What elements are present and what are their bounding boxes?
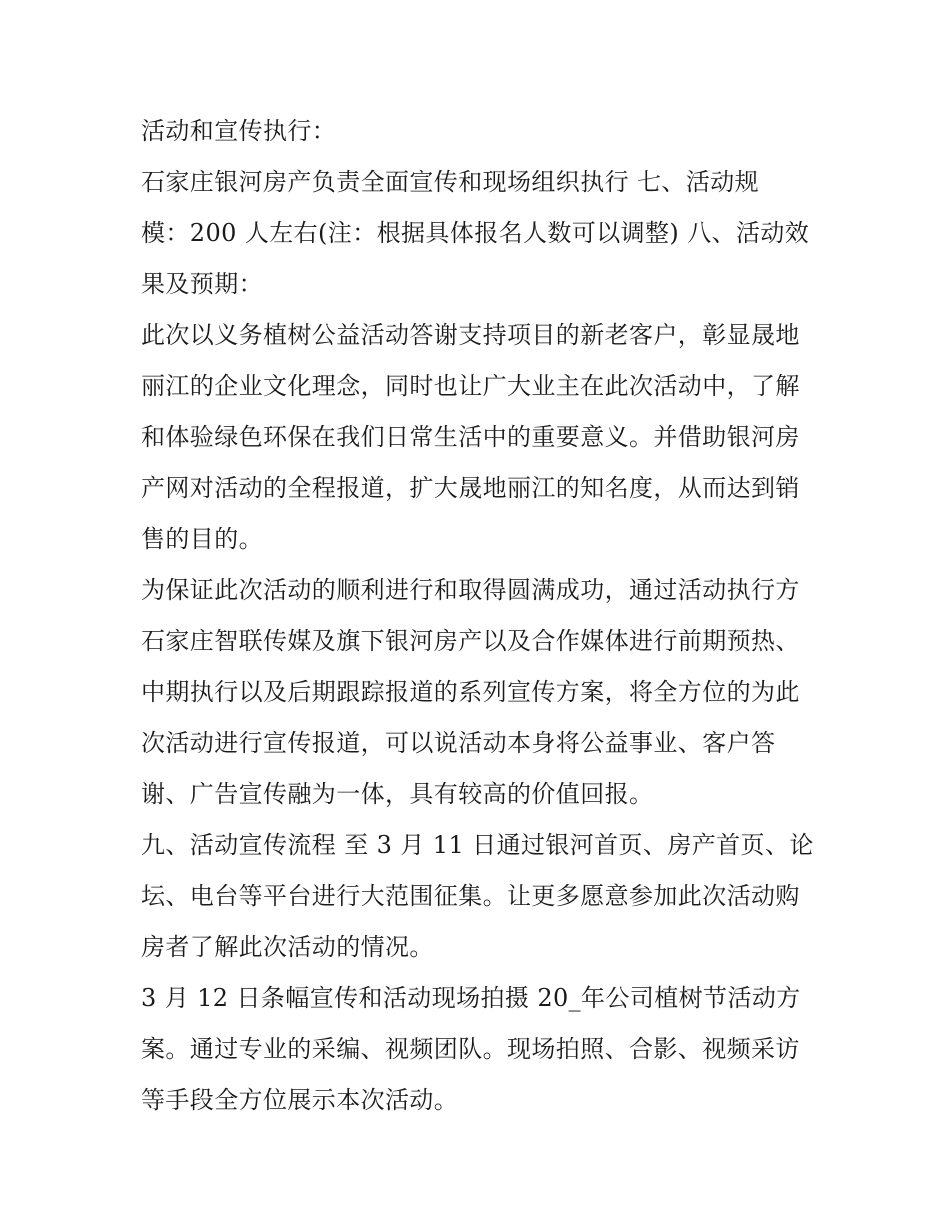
text-line: 模：200 人左右(注：根据具体报名人数可以调整) 八、活动效 (141, 219, 810, 247)
text-line: 石家庄智联传媒及旗下银河房产以及合作媒体进行前期预热、 (141, 627, 800, 655)
text-line: 次活动进行宣传报道，可以说活动本身将公益事业、客户答 (141, 729, 776, 757)
text-line: 丽江的企业文化理念，同时也让广大业主在此次活动中，了解 (141, 372, 800, 400)
text-line: 房者了解此次活动的情况。 (141, 933, 434, 961)
text-line: 和体验绿色环保在我们日常生活中的重要意义。并借助银河房 (141, 423, 800, 451)
text-line: 谢、广告宣传融为一体，具有较高的价值回报。 (141, 780, 654, 808)
text-line: 案。通过专业的采编、视频团队。现场拍照、合影、视频采访 (141, 1035, 800, 1063)
text-line: 活动和宣传执行： (141, 117, 337, 145)
text-line: 中期执行以及后期跟踪报道的系列宣传方案，将全方位的为此 (141, 678, 800, 706)
text-line: 产网对活动的全程报道，扩大晟地丽江的知名度，从而达到销 (141, 474, 800, 502)
text-line: 坛、电台等平台进行大范围征集。让更多愿意参加此次活动购 (141, 882, 800, 910)
body-text (141, 106, 821, 1126)
text-line: 为保证此次活动的顺利进行和取得圆满成功，通过活动执行方 (141, 576, 800, 604)
text-line: 石家庄银河房产负责全面宣传和现场组织执行 七、活动规 (141, 168, 760, 196)
text-line: 3 月 12 日条幅宣传和活动现场拍摄 20_年公司植树节活动方 (141, 984, 801, 1012)
text-line: 九、活动宣传流程 至 3 月 11 日通过银河首页、房产首页、论 (141, 831, 814, 859)
text-line: 果及预期： (141, 270, 263, 298)
text-line: 售的目的。 (141, 525, 263, 553)
text-line: 等手段全方位展示本次活动。 (141, 1086, 459, 1114)
text-line: 此次以义务植树公益活动答谢支持项目的新老客户，彰显晟地 (141, 321, 800, 349)
